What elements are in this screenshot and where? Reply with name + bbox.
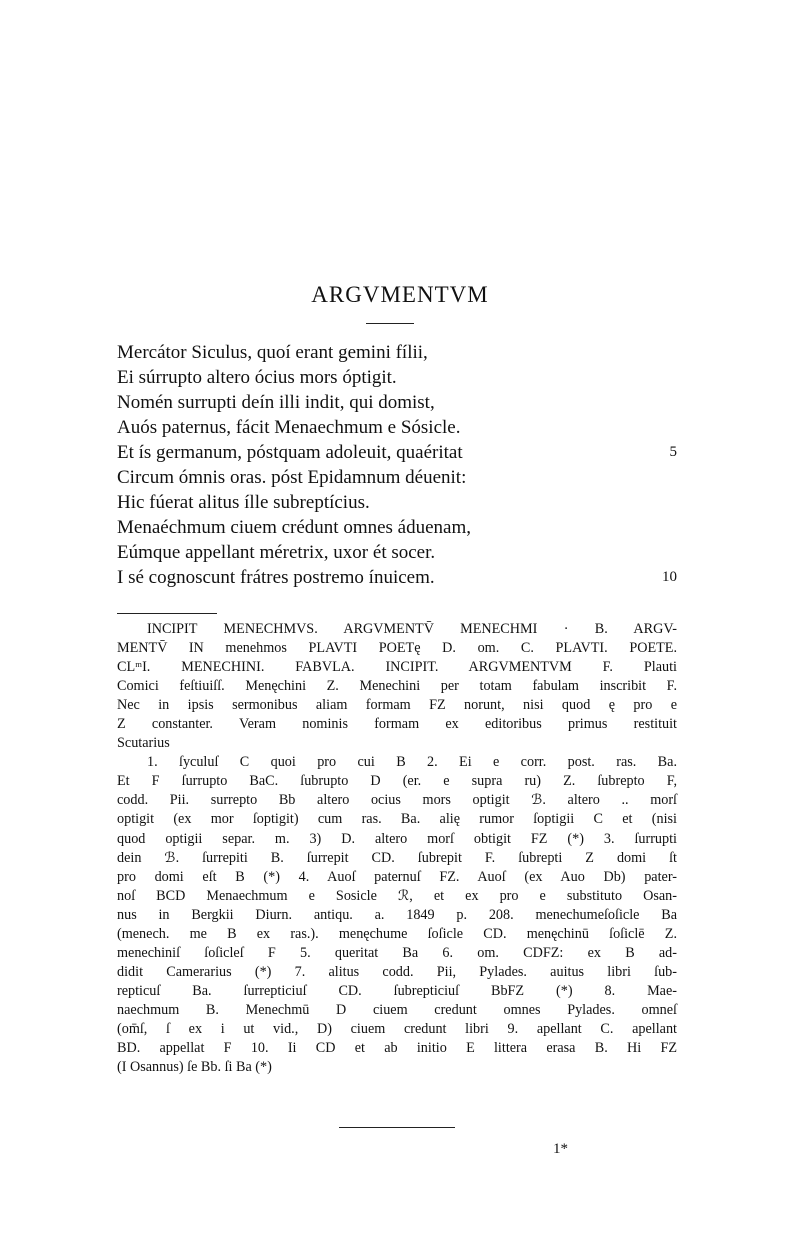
- verse-line: [117, 340, 677, 365]
- note-line: Nec in ipsis sermonibus aliam formam FZ norunt, nisi quod ę pro e: [117, 697, 677, 714]
- verse-line: [117, 490, 677, 515]
- verse-text: Ei súrrupto altero ócius mors óptigit.: [117, 367, 397, 388]
- verse-text: Circum ómnis oras. póst Epidamnum déuenit:: [117, 467, 467, 488]
- note-line: (I Osannus) ſe Bb. ſi Ba (*): [117, 1059, 272, 1076]
- note-line: Et F ſurrupto BaC. ſubrupto D (er. e supra ru) Z. ſubrepto F,: [117, 773, 677, 790]
- verse-line: [117, 515, 677, 540]
- note-line: menechiniſ ſoſicleſ F 5. queritat Ba 6. om. CDFZ: ex B ad-: [117, 944, 677, 961]
- note-line: (menech. me B ex ras.). menęchume ſoſicle CD. menęchinū ſoſiclē Z.: [117, 925, 677, 942]
- verse-text: Nomén surrupti deín illi indit, qui domist,: [117, 392, 435, 413]
- signature-mark: 1*: [553, 1141, 568, 1157]
- apparatus-criticus: [117, 620, 677, 1077]
- verse-text: Auós paternus, fácit Menaechmum e Sósicle.: [117, 417, 461, 438]
- verse-number: 10: [662, 569, 677, 585]
- verse-text: I sé cognoscunt frátres postremo ínuicem.: [117, 567, 435, 588]
- note-line: Z constanter. Veram nominis formam ex editoribus primus restituit: [117, 716, 677, 733]
- note-line: dein ℬ. ſurrepiti B. ſurrepit CD. ſubrepit F. ſubrepti Z domi ſt: [117, 849, 677, 866]
- note-line: BD. appellat F 10. Ii CD et ab initio E littera erasa B. Hi FZ: [117, 1040, 677, 1057]
- footnote-rule: [117, 613, 217, 614]
- note-line: repticuſ Ba. ſurrepticiuſ CD. ſubrepticiuſ BbFZ (*) 8. Mae-: [117, 982, 677, 999]
- note-line: 1. ſyculuſ C quoi pro cui B 2. Ei e corr. post. ras. Ba.: [147, 754, 677, 771]
- verse-line: [117, 540, 677, 565]
- note-line: pro domi eſt B (*) 4. Auoſ paternuſ FZ. Auoſ (ex Auo Db) pater-: [117, 868, 677, 885]
- verse-line: [117, 440, 677, 465]
- note-line: MENTV̄ IN menehmos PLAVTI POETę D. om. C. PLAVTI. POETE.: [117, 640, 677, 657]
- note-line: noſ BCD Menaechmum e Sosicle ℛ, et ex pro e substituto Osan-: [117, 887, 677, 904]
- end-rule: [339, 1127, 455, 1128]
- note-line: INCIPIT MENECHMVS. ARGVMENTV̄ MENECHMI · B. ARGV-: [147, 621, 677, 637]
- verse-text: Et ís germanum, póstquam adoleuit, quaéritat: [117, 442, 463, 463]
- note-line: Scutarius: [117, 735, 170, 752]
- note-line: nus in Bergkii Diurn. antiqu. a. 1849 p. 208. menechumeſoſicle Ba: [117, 906, 677, 923]
- verse-text: Mercátor Siculus, quoí erant gemini fílii,: [117, 342, 428, 363]
- note-line: Comici feſtiuiſſ. Menęchini Z. Menechini per totam fabulam inscribit F.: [117, 678, 677, 695]
- verse-text: Menaéchmum ciuem crédunt omnes áduenam,: [117, 517, 472, 538]
- note-line: codd. Pii. surrepto Bb altero ocius mors optigit ℬ. altero .. morſ: [117, 792, 677, 809]
- note-line: quod optigii separ. m. 3) D. altero morſ obtigit FZ (*) 3. ſurrupti: [117, 830, 677, 847]
- apparatus-title-note: [117, 620, 677, 753]
- verse-line: [117, 465, 677, 490]
- verse-number: 5: [669, 444, 677, 460]
- apparatus-verse-notes: [117, 753, 677, 1077]
- note-line: (om̄ſ, ſ ex i ut vid., D) ciuem credunt libri 9. apellant C. apellant: [117, 1020, 677, 1037]
- verse-block: [117, 340, 677, 590]
- verse-line: [117, 390, 677, 415]
- verse-line: [117, 565, 677, 590]
- title-rule: [366, 323, 414, 324]
- verse-text: Hic fúerat alitus ílle subreptícius.: [117, 492, 370, 513]
- verse-text: Eúmque appellant méretrix, uxor ét socer.: [117, 542, 436, 563]
- verse-line: [117, 365, 677, 390]
- note-line: optigit (ex mor ſoptigit) cum ras. Ba. alię rumor ſoptigii C et (nisi: [117, 811, 677, 828]
- verse-line: [117, 415, 677, 440]
- note-line: naechmum B. Menechmū D ciuem credunt omnes Pylades. omneſ: [117, 1001, 677, 1018]
- note-line: didit Camerarius (*) 7. alitus codd. Pii, Pylades. auitus libri ſub-: [117, 963, 677, 980]
- page-title: ARGVMENTVM: [311, 282, 489, 307]
- note-line: CLᵐI. MENECHINI. FABVLA. INCIPIT. ARGVMENTVM F. Plauti: [117, 659, 677, 676]
